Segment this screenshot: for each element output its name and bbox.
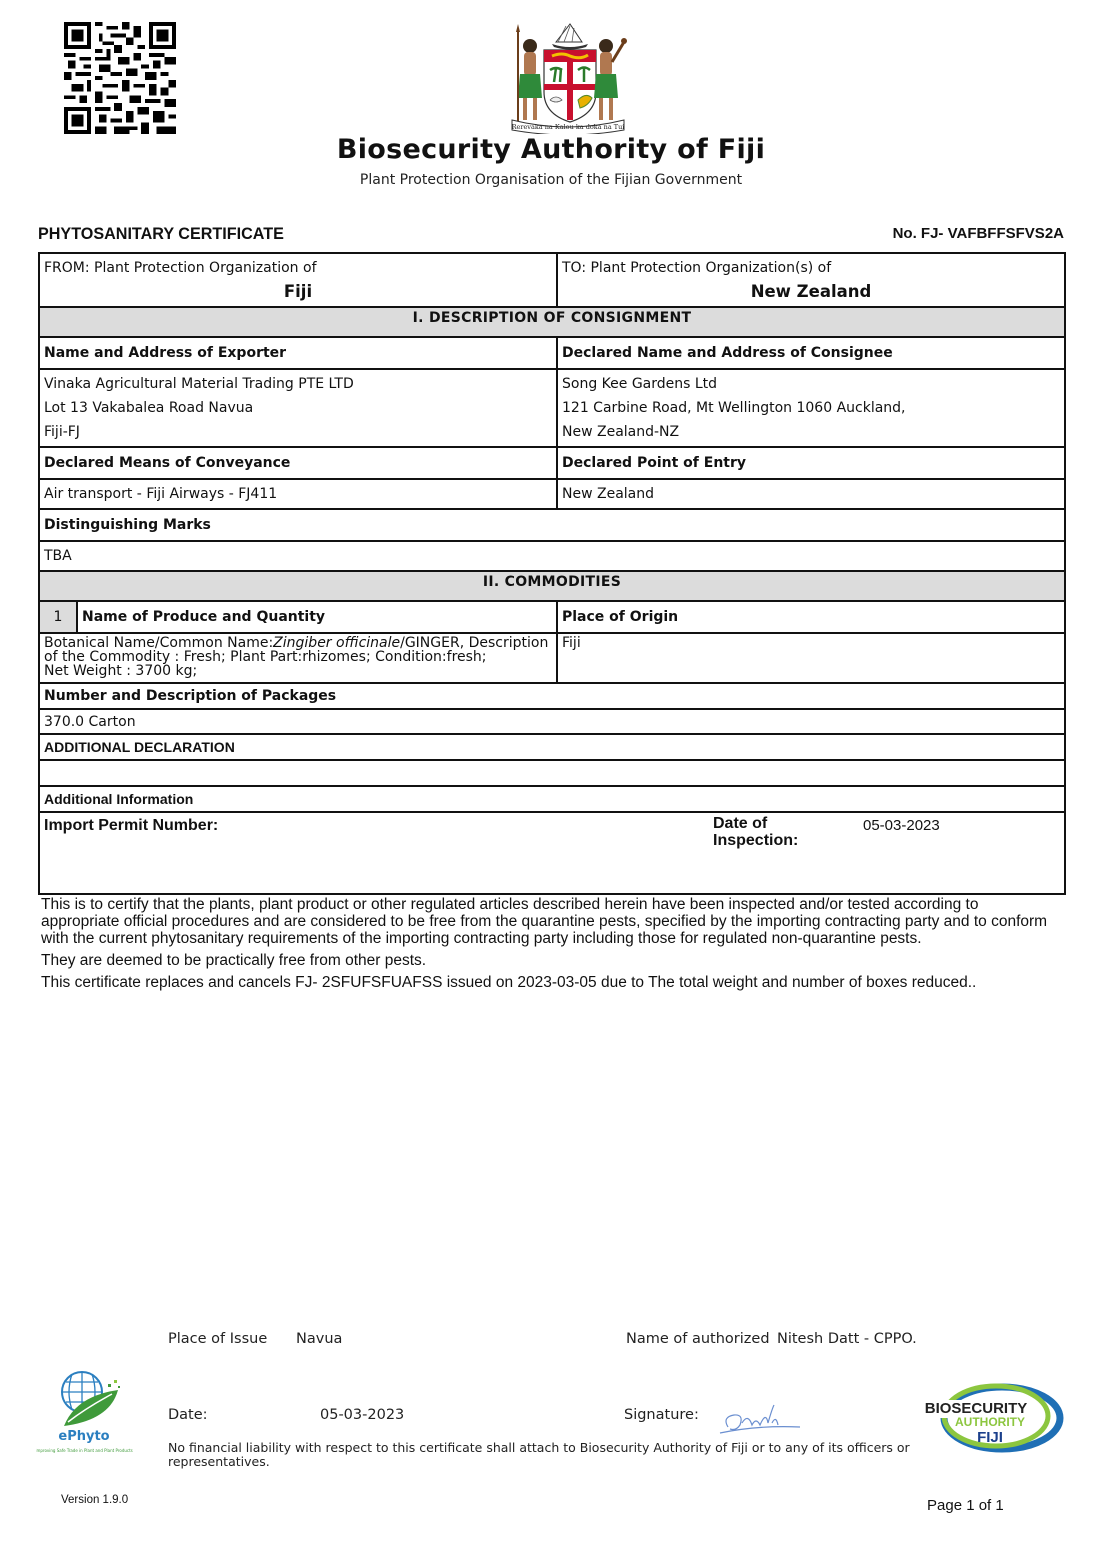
- packages-value: 370.0 Carton: [39, 709, 1065, 734]
- inspection-date-value: 05-03-2023: [863, 817, 940, 834]
- from-label: FROM: Plant Protection Organization of: [44, 260, 317, 276]
- authorized-name: Nitesh Datt - CPPO.: [777, 1331, 917, 1347]
- liability-notice: No financial liability with respect to this certificate shall attach to Biosecurity Authority of Fiji or to any of its officers or representatives.: [168, 1440, 910, 1469]
- from-country: Fiji: [283, 282, 313, 301]
- ephyto-logo-icon: [36, 1370, 154, 1458]
- date-label: Date:: [168, 1407, 208, 1423]
- to-country: New Zealand: [750, 282, 872, 301]
- section-1-header: I. DESCRIPTION OF CONSIGNMENT: [39, 307, 1065, 337]
- svg-text:BIOSECURITY: BIOSECURITY: [924, 1400, 1028, 1417]
- additional-declaration-value: [39, 760, 1065, 786]
- commodity-prefix: Botanical Name/Common Name:: [44, 635, 274, 651]
- consignee-line: New Zealand-NZ: [562, 424, 680, 440]
- svg-text:Rerevaka na Kalou ka doka na T: Rerevaka na Kalou ka doka na Tui: [511, 123, 625, 131]
- fiji-coat-of-arms-icon: [508, 22, 628, 134]
- pest-free-statement: They are deemed to be practically free from other pests.: [41, 952, 427, 969]
- consignee-line: Song Kee Gardens Ltd: [562, 376, 718, 392]
- origin-value: Fiji: [557, 633, 1065, 683]
- version-label: Version 1.9.0: [61, 1494, 129, 1506]
- additional-declaration-label: ADDITIONAL DECLARATION: [39, 734, 1065, 760]
- svg-text:ePhyto: ePhyto: [58, 1429, 110, 1444]
- page-number: Page 1 of 1: [927, 1497, 1004, 1514]
- conveyance-label: Declared Means of Conveyance: [39, 447, 557, 479]
- exporter-label: Name and Address of Exporter: [39, 337, 557, 369]
- inspection-date-label-line1: Date of: [713, 815, 768, 832]
- conveyance-value: Air transport - Fiji Airways - FJ411: [39, 479, 557, 509]
- to-label: TO: Plant Protection Organization(s) of: [562, 260, 832, 276]
- certificate-table: [38, 252, 1066, 895]
- exporter-line: Lot 13 Vakabalea Road Navua: [44, 400, 254, 416]
- exporter-line: Vinaka Agricultural Material Trading PTE LTD: [44, 376, 354, 392]
- item-number: 1: [39, 601, 77, 633]
- signature-icon: [718, 1403, 803, 1439]
- svg-text:FIJI: FIJI: [977, 1429, 1003, 1446]
- biosecurity-authority-logo-icon: [920, 1380, 1065, 1455]
- place-of-issue-label: Place of Issue: [168, 1331, 268, 1347]
- exporter-line: Fiji-FJ: [44, 424, 80, 440]
- origin-label: Place of Origin: [557, 601, 1065, 633]
- consignee-address: [557, 369, 1065, 447]
- inspection-date-label: [713, 815, 798, 849]
- produce-label: Name of Produce and Quantity: [77, 601, 557, 633]
- certificate-number: No. FJ- VAFBFFSFVS2A: [892, 225, 1064, 242]
- entry-label: Declared Point of Entry: [557, 447, 1065, 479]
- certification-statement: This is to certify that the plants, plant product or other regulated articles described herein have been inspected and/or tested according to appropriate official procedures and are considered to be free from the quarantine pests, specified by the importing contracting party and to conform with the current phytosanitary requirements of the importing contracting party including those for regulated non-quarantine pests.: [41, 896, 1048, 947]
- net-weight: Net Weight : 3700 kg;: [44, 663, 198, 679]
- section-2-header: II. COMMODITIES: [39, 571, 1065, 601]
- inspection-date-label-line2: Inspection:: [713, 832, 799, 849]
- commodity-description: [39, 633, 557, 683]
- consignee-line: 121 Carbine Road, Mt Wellington 1060 Auckland,: [562, 400, 906, 416]
- consignee-label: Declared Name and Address of Consignee: [557, 337, 1065, 369]
- legal-statements: [41, 896, 1061, 996]
- entry-value: New Zealand: [557, 479, 1065, 509]
- signature-label: Signature:: [624, 1407, 699, 1423]
- qr-code-icon: [64, 22, 176, 134]
- marks-label: Distinguishing Marks: [39, 509, 1065, 541]
- svg-text:AUTHORITY: AUTHORITY: [955, 1415, 1025, 1429]
- botanical-name: Zingiber officinale: [273, 635, 401, 651]
- from-cell: [39, 253, 557, 307]
- page-subtitle: Plant Protection Organisation of the Fijian Government: [359, 172, 743, 188]
- from-to-row: [39, 253, 1065, 307]
- date-value: 05-03-2023: [320, 1407, 405, 1423]
- additional-info-label: Additional Information: [39, 786, 1065, 812]
- import-inspection-block: [39, 812, 1065, 894]
- svg-text:Improving Safe Trade in Plant: Improving Safe Trade in Plant and Plant Products: [36, 1448, 133, 1453]
- commodity-rest: /GINGER, Description of the Commodity : Fresh; Plant Part:rhizomes; Condition:fresh;: [44, 635, 549, 665]
- import-permit-label: Import Permit Number:: [44, 817, 219, 834]
- certificate-type: PHYTOSANITARY CERTIFICATE: [38, 224, 284, 243]
- packages-label: Number and Description of Packages: [39, 683, 1065, 709]
- authorized-label: Name of authorized: [626, 1331, 770, 1347]
- replacement-statement: This certificate replaces and cancels FJ- 2SFUFSFUAFSS issued on 2023-03-05 due to The total weight and number of boxes reduced..: [41, 974, 977, 991]
- place-of-issue-value: Navua: [296, 1331, 343, 1347]
- exporter-address: [39, 369, 557, 447]
- marks-value: TBA: [39, 541, 1065, 571]
- page-title: Biosecurity Authority of Fiji: [336, 134, 766, 165]
- to-cell: [557, 253, 1065, 307]
